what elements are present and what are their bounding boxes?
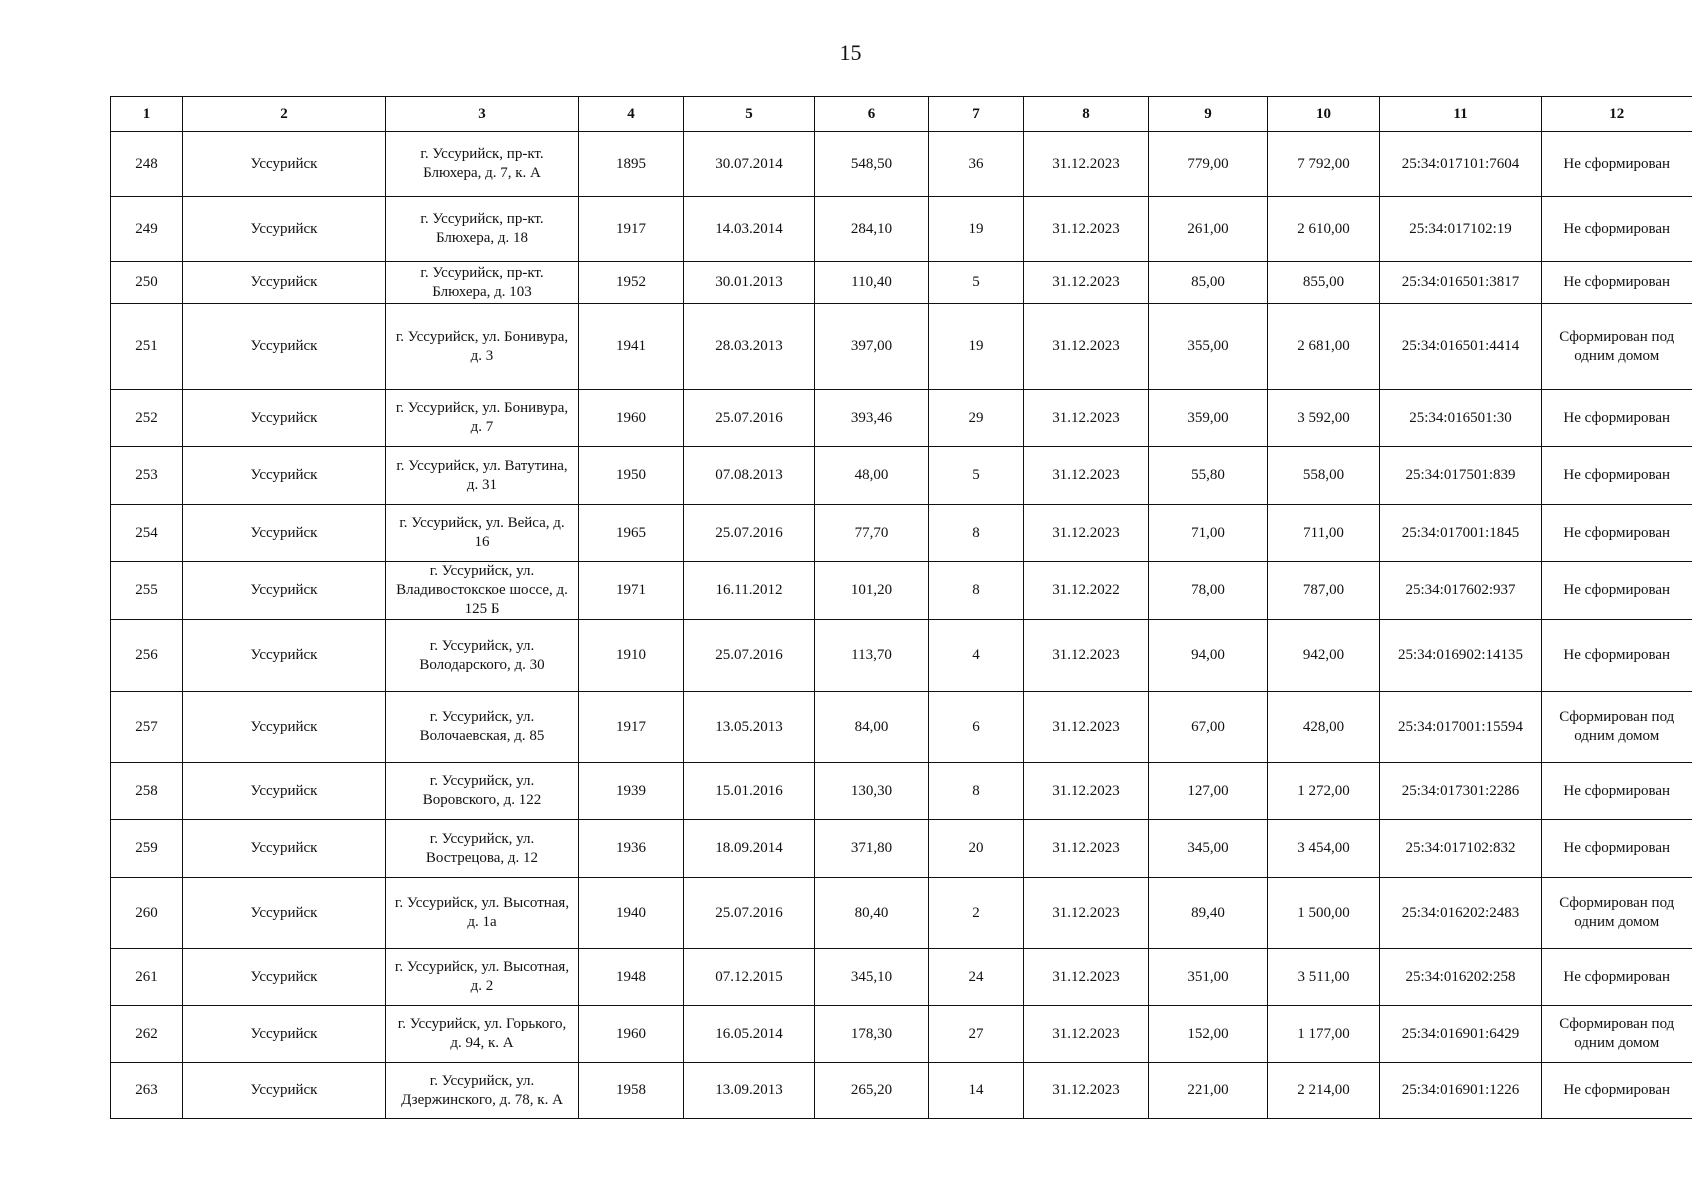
area-cell: 284,10 [815, 197, 929, 262]
column-header: 2 [183, 97, 386, 132]
row-number-cell: 249 [111, 197, 183, 262]
date-cell: 14.03.2014 [684, 197, 815, 262]
amount-cell: 558,00 [1268, 447, 1380, 505]
table-row [111, 763, 1692, 820]
area-cell: 345,10 [815, 949, 929, 1006]
value-cell: 127,00 [1149, 763, 1268, 820]
build-year-cell: 1895 [579, 132, 684, 197]
table-row [111, 447, 1692, 505]
land-status-cell: Сформирован под одним домом [1542, 304, 1692, 390]
value-cell: 345,00 [1149, 820, 1268, 878]
cadastral-number-cell: 25:34:017101:7604 [1380, 132, 1542, 197]
deadline-cell: 31.12.2023 [1024, 1063, 1149, 1119]
column-header: 1 [111, 97, 183, 132]
city-cell: Уссурийск [183, 620, 386, 692]
amount-cell: 428,00 [1268, 692, 1380, 763]
amount-cell: 7 792,00 [1268, 132, 1380, 197]
address-cell: г. Уссурийск, ул. Бонивура, д. 3 [386, 304, 579, 390]
city-cell: Уссурийск [183, 197, 386, 262]
cadastral-number-cell: 25:34:017102:19 [1380, 197, 1542, 262]
deadline-cell: 31.12.2022 [1024, 562, 1149, 620]
value-cell: 78,00 [1149, 562, 1268, 620]
row-number-cell: 254 [111, 505, 183, 562]
deadline-cell: 31.12.2023 [1024, 390, 1149, 447]
count-cell: 5 [929, 262, 1024, 304]
city-cell: Уссурийск [183, 1006, 386, 1063]
land-status-cell: Сформирован под одним домом [1542, 692, 1692, 763]
cadastral-number-cell: 25:34:016902:14135 [1380, 620, 1542, 692]
column-header: 12 [1542, 97, 1692, 132]
value-cell: 71,00 [1149, 505, 1268, 562]
value-cell: 55,80 [1149, 447, 1268, 505]
city-cell: Уссурийск [183, 447, 386, 505]
build-year-cell: 1965 [579, 505, 684, 562]
area-cell: 393,46 [815, 390, 929, 447]
column-header: 10 [1268, 97, 1380, 132]
deadline-cell: 31.12.2023 [1024, 505, 1149, 562]
table-row [111, 390, 1692, 447]
amount-cell: 711,00 [1268, 505, 1380, 562]
deadline-cell: 31.12.2023 [1024, 447, 1149, 505]
count-cell: 2 [929, 878, 1024, 949]
address-cell: г. Уссурийск, ул. Горького, д. 94, к. А [386, 1006, 579, 1063]
city-cell: Уссурийск [183, 692, 386, 763]
build-year-cell: 1948 [579, 949, 684, 1006]
cadastral-number-cell: 25:34:016202:258 [1380, 949, 1542, 1006]
page-number: 15 [839, 40, 862, 65]
amount-cell: 942,00 [1268, 620, 1380, 692]
value-cell: 221,00 [1149, 1063, 1268, 1119]
deadline-cell: 31.12.2023 [1024, 763, 1149, 820]
count-cell: 5 [929, 447, 1024, 505]
value-cell: 85,00 [1149, 262, 1268, 304]
column-header: 3 [386, 97, 579, 132]
table-row [111, 620, 1692, 692]
count-cell: 19 [929, 304, 1024, 390]
address-cell: г. Уссурийск, ул. Владивостокское шоссе, д. 125 Б [386, 562, 579, 620]
date-cell: 13.05.2013 [684, 692, 815, 763]
land-status-cell: Не сформирован [1542, 390, 1692, 447]
count-cell: 27 [929, 1006, 1024, 1063]
date-cell: 28.03.2013 [684, 304, 815, 390]
housing-registry-table [110, 96, 1692, 1119]
land-status-cell: Сформирован под одним домом [1542, 1006, 1692, 1063]
build-year-cell: 1971 [579, 562, 684, 620]
count-cell: 6 [929, 692, 1024, 763]
row-number-cell: 257 [111, 692, 183, 763]
count-cell: 8 [929, 763, 1024, 820]
amount-cell: 1 500,00 [1268, 878, 1380, 949]
value-cell: 355,00 [1149, 304, 1268, 390]
build-year-cell: 1960 [579, 1006, 684, 1063]
land-status-cell: Не сформирован [1542, 505, 1692, 562]
city-cell: Уссурийск [183, 132, 386, 197]
cadastral-number-cell: 25:34:016901:1226 [1380, 1063, 1542, 1119]
count-cell: 29 [929, 390, 1024, 447]
deadline-cell: 31.12.2023 [1024, 620, 1149, 692]
city-cell: Уссурийск [183, 949, 386, 1006]
row-number-cell: 263 [111, 1063, 183, 1119]
area-cell: 265,20 [815, 1063, 929, 1119]
land-status-cell: Сформирован под одним домом [1542, 878, 1692, 949]
area-cell: 48,00 [815, 447, 929, 505]
land-status-cell: Не сформирован [1542, 197, 1692, 262]
build-year-cell: 1958 [579, 1063, 684, 1119]
column-header: 5 [684, 97, 815, 132]
amount-cell: 787,00 [1268, 562, 1380, 620]
column-header: 11 [1380, 97, 1542, 132]
count-cell: 14 [929, 1063, 1024, 1119]
deadline-cell: 31.12.2023 [1024, 949, 1149, 1006]
build-year-cell: 1941 [579, 304, 684, 390]
table-row [111, 304, 1692, 390]
area-cell: 84,00 [815, 692, 929, 763]
cadastral-number-cell: 25:34:017602:937 [1380, 562, 1542, 620]
amount-cell: 1 272,00 [1268, 763, 1380, 820]
land-status-cell: Не сформирован [1542, 763, 1692, 820]
address-cell: г. Уссурийск, ул. Ватутина, д. 31 [386, 447, 579, 505]
row-number-cell: 260 [111, 878, 183, 949]
area-cell: 110,40 [815, 262, 929, 304]
area-cell: 371,80 [815, 820, 929, 878]
count-cell: 36 [929, 132, 1024, 197]
land-status-cell: Не сформирован [1542, 132, 1692, 197]
city-cell: Уссурийск [183, 304, 386, 390]
date-cell: 25.07.2016 [684, 505, 815, 562]
column-header: 7 [929, 97, 1024, 132]
land-status-cell: Не сформирован [1542, 949, 1692, 1006]
amount-cell: 1 177,00 [1268, 1006, 1380, 1063]
date-cell: 07.08.2013 [684, 447, 815, 505]
build-year-cell: 1940 [579, 878, 684, 949]
amount-cell: 3 454,00 [1268, 820, 1380, 878]
deadline-cell: 31.12.2023 [1024, 820, 1149, 878]
row-number-cell: 252 [111, 390, 183, 447]
land-status-cell: Не сформирован [1542, 262, 1692, 304]
cadastral-number-cell: 25:34:016501:3817 [1380, 262, 1542, 304]
table-row [111, 197, 1692, 262]
amount-cell: 855,00 [1268, 262, 1380, 304]
row-number-cell: 248 [111, 132, 183, 197]
deadline-cell: 31.12.2023 [1024, 304, 1149, 390]
address-cell: г. Уссурийск, ул. Вейса, д. 16 [386, 505, 579, 562]
date-cell: 30.07.2014 [684, 132, 815, 197]
deadline-cell: 31.12.2023 [1024, 132, 1149, 197]
address-cell: г. Уссурийск, ул. Высотная, д. 2 [386, 949, 579, 1006]
cadastral-number-cell: 25:34:017001:15594 [1380, 692, 1542, 763]
amount-cell: 3 592,00 [1268, 390, 1380, 447]
city-cell: Уссурийск [183, 562, 386, 620]
row-number-cell: 261 [111, 949, 183, 1006]
count-cell: 20 [929, 820, 1024, 878]
area-cell: 77,70 [815, 505, 929, 562]
city-cell: Уссурийск [183, 763, 386, 820]
city-cell: Уссурийск [183, 878, 386, 949]
cadastral-number-cell: 25:34:016202:2483 [1380, 878, 1542, 949]
city-cell: Уссурийск [183, 505, 386, 562]
land-status-cell: Не сформирован [1542, 447, 1692, 505]
city-cell: Уссурийск [183, 820, 386, 878]
date-cell: 13.09.2013 [684, 1063, 815, 1119]
cadastral-number-cell: 25:34:016501:30 [1380, 390, 1542, 447]
cadastral-number-cell: 25:34:017501:839 [1380, 447, 1542, 505]
address-cell: г. Уссурийск, ул. Вострецова, д. 12 [386, 820, 579, 878]
address-cell: г. Уссурийск, ул. Волочаевская, д. 85 [386, 692, 579, 763]
table-row [111, 505, 1692, 562]
table-row [111, 262, 1692, 304]
cadastral-number-cell: 25:34:017102:832 [1380, 820, 1542, 878]
column-header: 9 [1149, 97, 1268, 132]
table-header-row [111, 97, 1692, 132]
build-year-cell: 1917 [579, 692, 684, 763]
deadline-cell: 31.12.2023 [1024, 878, 1149, 949]
table-row [111, 949, 1692, 1006]
city-cell: Уссурийск [183, 262, 386, 304]
cadastral-number-cell: 25:34:017301:2286 [1380, 763, 1542, 820]
table-row [111, 1006, 1692, 1063]
build-year-cell: 1936 [579, 820, 684, 878]
column-header: 8 [1024, 97, 1149, 132]
date-cell: 16.05.2014 [684, 1006, 815, 1063]
table-row [111, 692, 1692, 763]
build-year-cell: 1910 [579, 620, 684, 692]
row-number-cell: 262 [111, 1006, 183, 1063]
address-cell: г. Уссурийск, пр-кт. Блюхера, д. 7, к. А [386, 132, 579, 197]
address-cell: г. Уссурийск, ул. Дзержинского, д. 78, к. А [386, 1063, 579, 1119]
date-cell: 30.01.2013 [684, 262, 815, 304]
row-number-cell: 258 [111, 763, 183, 820]
area-cell: 101,20 [815, 562, 929, 620]
date-cell: 15.01.2016 [684, 763, 815, 820]
land-status-cell: Не сформирован [1542, 562, 1692, 620]
area-cell: 113,70 [815, 620, 929, 692]
deadline-cell: 31.12.2023 [1024, 262, 1149, 304]
table-row [111, 1063, 1692, 1119]
value-cell: 152,00 [1149, 1006, 1268, 1063]
land-status-cell: Не сформирован [1542, 1063, 1692, 1119]
table-row [111, 820, 1692, 878]
row-number-cell: 251 [111, 304, 183, 390]
area-cell: 80,40 [815, 878, 929, 949]
build-year-cell: 1917 [579, 197, 684, 262]
cadastral-number-cell: 25:34:016501:4414 [1380, 304, 1542, 390]
count-cell: 8 [929, 562, 1024, 620]
date-cell: 25.07.2016 [684, 878, 815, 949]
count-cell: 4 [929, 620, 1024, 692]
count-cell: 24 [929, 949, 1024, 1006]
deadline-cell: 31.12.2023 [1024, 197, 1149, 262]
build-year-cell: 1960 [579, 390, 684, 447]
value-cell: 779,00 [1149, 132, 1268, 197]
column-header: 4 [579, 97, 684, 132]
city-cell: Уссурийск [183, 1063, 386, 1119]
value-cell: 94,00 [1149, 620, 1268, 692]
area-cell: 130,30 [815, 763, 929, 820]
value-cell: 261,00 [1149, 197, 1268, 262]
table-row [111, 132, 1692, 197]
row-number-cell: 256 [111, 620, 183, 692]
amount-cell: 2 610,00 [1268, 197, 1380, 262]
date-cell: 07.12.2015 [684, 949, 815, 1006]
area-cell: 397,00 [815, 304, 929, 390]
value-cell: 359,00 [1149, 390, 1268, 447]
address-cell: г. Уссурийск, ул. Высотная, д. 1а [386, 878, 579, 949]
date-cell: 16.11.2012 [684, 562, 815, 620]
address-cell: г. Уссурийск, пр-кт. Блюхера, д. 103 [386, 262, 579, 304]
area-cell: 178,30 [815, 1006, 929, 1063]
date-cell: 25.07.2016 [684, 390, 815, 447]
amount-cell: 2 681,00 [1268, 304, 1380, 390]
row-number-cell: 253 [111, 447, 183, 505]
row-number-cell: 259 [111, 820, 183, 878]
count-cell: 19 [929, 197, 1024, 262]
count-cell: 8 [929, 505, 1024, 562]
build-year-cell: 1939 [579, 763, 684, 820]
land-status-cell: Не сформирован [1542, 620, 1692, 692]
address-cell: г. Уссурийск, ул. Воровского, д. 122 [386, 763, 579, 820]
address-cell: г. Уссурийск, пр-кт. Блюхера, д. 18 [386, 197, 579, 262]
table-row [111, 562, 1692, 620]
address-cell: г. Уссурийск, ул. Володарского, д. 30 [386, 620, 579, 692]
city-cell: Уссурийск [183, 390, 386, 447]
table-row [111, 878, 1692, 949]
deadline-cell: 31.12.2023 [1024, 1006, 1149, 1063]
value-cell: 89,40 [1149, 878, 1268, 949]
value-cell: 67,00 [1149, 692, 1268, 763]
build-year-cell: 1950 [579, 447, 684, 505]
amount-cell: 3 511,00 [1268, 949, 1380, 1006]
cadastral-number-cell: 25:34:016901:6429 [1380, 1006, 1542, 1063]
land-status-cell: Не сформирован [1542, 820, 1692, 878]
area-cell: 548,50 [815, 132, 929, 197]
deadline-cell: 31.12.2023 [1024, 692, 1149, 763]
column-header: 6 [815, 97, 929, 132]
address-cell: г. Уссурийск, ул. Бонивура, д. 7 [386, 390, 579, 447]
build-year-cell: 1952 [579, 262, 684, 304]
amount-cell: 2 214,00 [1268, 1063, 1380, 1119]
date-cell: 25.07.2016 [684, 620, 815, 692]
date-cell: 18.09.2014 [684, 820, 815, 878]
value-cell: 351,00 [1149, 949, 1268, 1006]
row-number-cell: 250 [111, 262, 183, 304]
cadastral-number-cell: 25:34:017001:1845 [1380, 505, 1542, 562]
row-number-cell: 255 [111, 562, 183, 620]
